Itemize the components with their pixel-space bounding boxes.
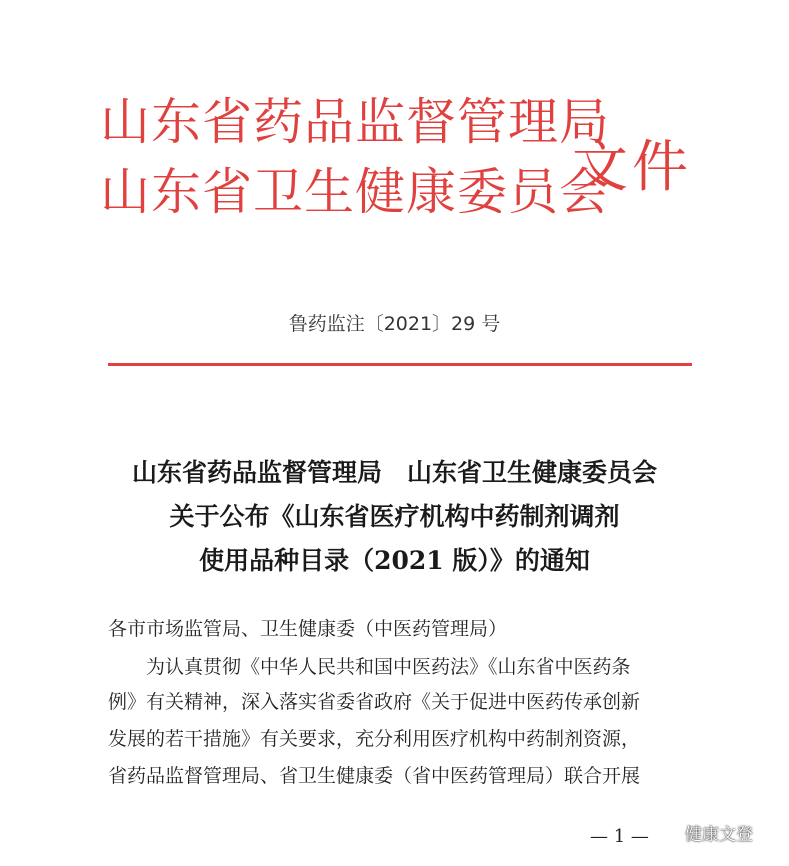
notice-title-line-1: 山东省药品监督管理局 山东省卫生健康委员会 (131, 458, 657, 487)
document-type-label: 文件 (572, 135, 692, 200)
account-watermark (653, 818, 753, 846)
body-line: 为认真贯彻《中华人民共和国中医药法》《山东省中医药条 (146, 656, 631, 678)
watermark-text: 健康文登 (685, 824, 753, 845)
addressee: 各市市场监管局、卫生健康委（中医药管理局） (108, 618, 508, 640)
notice-title-line-3: 使用品种目录（2021 版）》的通知 (199, 546, 590, 575)
document-number: 鲁药监注〔2021〕29 号 (288, 313, 501, 335)
page-number: — 1 — (590, 826, 649, 847)
wechat-icon (653, 821, 679, 843)
body-line: 省药品监督管理局、省卫生健康委（省中医药管理局）联合开展 (108, 765, 641, 787)
issuing-agency-1: 山东省药品监督管理局 (100, 93, 610, 151)
issuing-agency-2: 山东省卫生健康委员会 (100, 163, 610, 221)
notice-title-line-2: 关于公布《山东省医疗机构中药制剂调剂 (169, 502, 620, 531)
red-divider (108, 363, 692, 366)
body-line: 例》有关精神，深入落实省委省政府《关于促进中医药传承创新 (108, 691, 641, 713)
body-line: 发展的若干措施》有关要求，充分利用医疗机构中药制剂资源， (108, 728, 641, 750)
